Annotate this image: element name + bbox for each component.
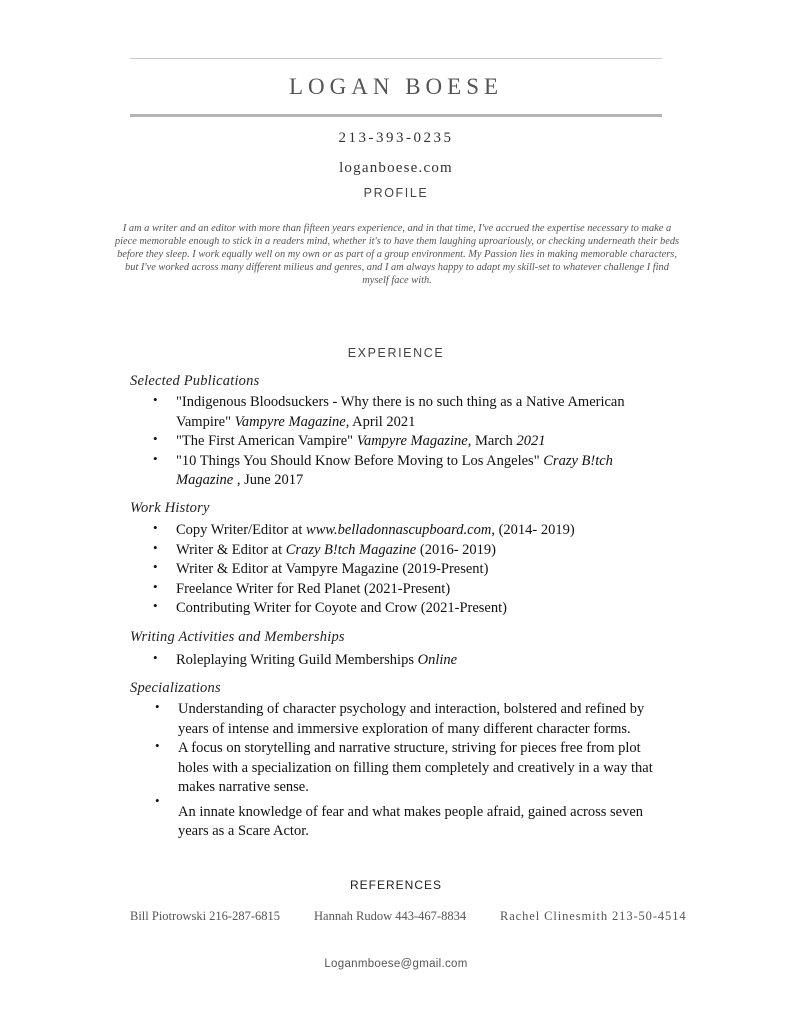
list-item: • "The First American Vampire" Vampyre Magazine, March 2021 <box>176 432 636 452</box>
list-item: • Roleplaying Writing Guild Memberships Online <box>176 651 457 671</box>
profile-text: I am a writer and an editor with more than fifteen years experience, and in that time, I've accrued the expertise necessary to make a piece memorable enough to stick in a readers mind, whether it's to have them laughing uproariously, or checking underneath their beds before they sleep. I work equally well on my own or as part of a group environment. My Passion lies in making memorable characters, but I've worked across many different milieus and genres, and I am always happy to adapt my skill-set to whatever challenge I find myself face with. <box>114 223 680 286</box>
references-heading: REFERENCES <box>349 878 442 892</box>
publications-title: Selected Publications <box>130 373 260 389</box>
name-underline <box>130 114 662 117</box>
list-item: • Contributing Writer for Coyote and Crow (2021-Present) <box>176 599 656 619</box>
publication-source: Vampyre Magazine, <box>356 433 472 449</box>
specializations-list <box>178 700 668 842</box>
list-item: • "10 Things You Should Know Before Moving to Los Angeles" Crazy B!tch Magazine , June 2017 <box>176 452 636 491</box>
work-history-title: Work History <box>130 500 210 516</box>
experience-heading: EXPERIENCE <box>347 346 445 360</box>
list-item: • "Indigenous Bloodsuckers - Why there is no such thing as a Native American Vampire" Vampyre Magazine, April 2021 <box>176 393 636 432</box>
list-item: • A focus on storytelling and narrative structure, striving for pieces free from plot holes with a specialization on filling them completely and creatively in a way that makes narrative sense. <box>178 739 668 798</box>
writing-activities-title: Writing Activities and Memberships <box>130 629 345 645</box>
profile-heading: PROFILE <box>363 186 429 200</box>
top-divider <box>130 58 662 59</box>
reference-bill: Bill Piotrowski 216-287-6815 <box>130 909 281 923</box>
list-item: • An innate knowledge of fear and what makes people afraid, gained across seven years as a Scare Actor. <box>178 803 668 842</box>
work-history-list <box>176 521 656 619</box>
publication-source: Vampyre Magazine <box>234 413 346 430</box>
list-item: • Understanding of character psychology and interaction, bolstered and refined by years of intense and immersive exploration of many different character forms. <box>178 700 668 739</box>
work-link[interactable]: www.belladonnascupboard.com <box>306 522 492 538</box>
reference-rachel: Rachel Clinesmith 213-50-4514 <box>500 909 687 923</box>
list-item: • Copy Writer/Editor at www.belladonnascupboard.com, (2014- 2019) <box>176 521 656 541</box>
publication-source: Crazy B!tch Magazine <box>176 452 613 488</box>
list-item: • Freelance Writer for Red Planet (2021-Present) <box>176 580 656 600</box>
candidate-name: LOGAN BOESE <box>288 74 504 99</box>
specializations-title: Specializations <box>130 680 221 696</box>
list-item: • Writer & Editor at Crazy B!tch Magazine (2016- 2019) <box>176 541 656 561</box>
phone-number: 213-393-0235 <box>338 130 454 146</box>
email-link[interactable]: Loganmboese@gmail.com <box>324 958 468 970</box>
publications-list <box>176 393 636 491</box>
website-link[interactable]: loganboese.com <box>339 160 453 176</box>
reference-hannah: Hannah Rudow 443-467-8834 <box>314 909 467 923</box>
writing-activities-list <box>176 651 457 671</box>
list-item: • Writer & Editor at Vampyre Magazine (2019-Present) <box>176 560 656 580</box>
